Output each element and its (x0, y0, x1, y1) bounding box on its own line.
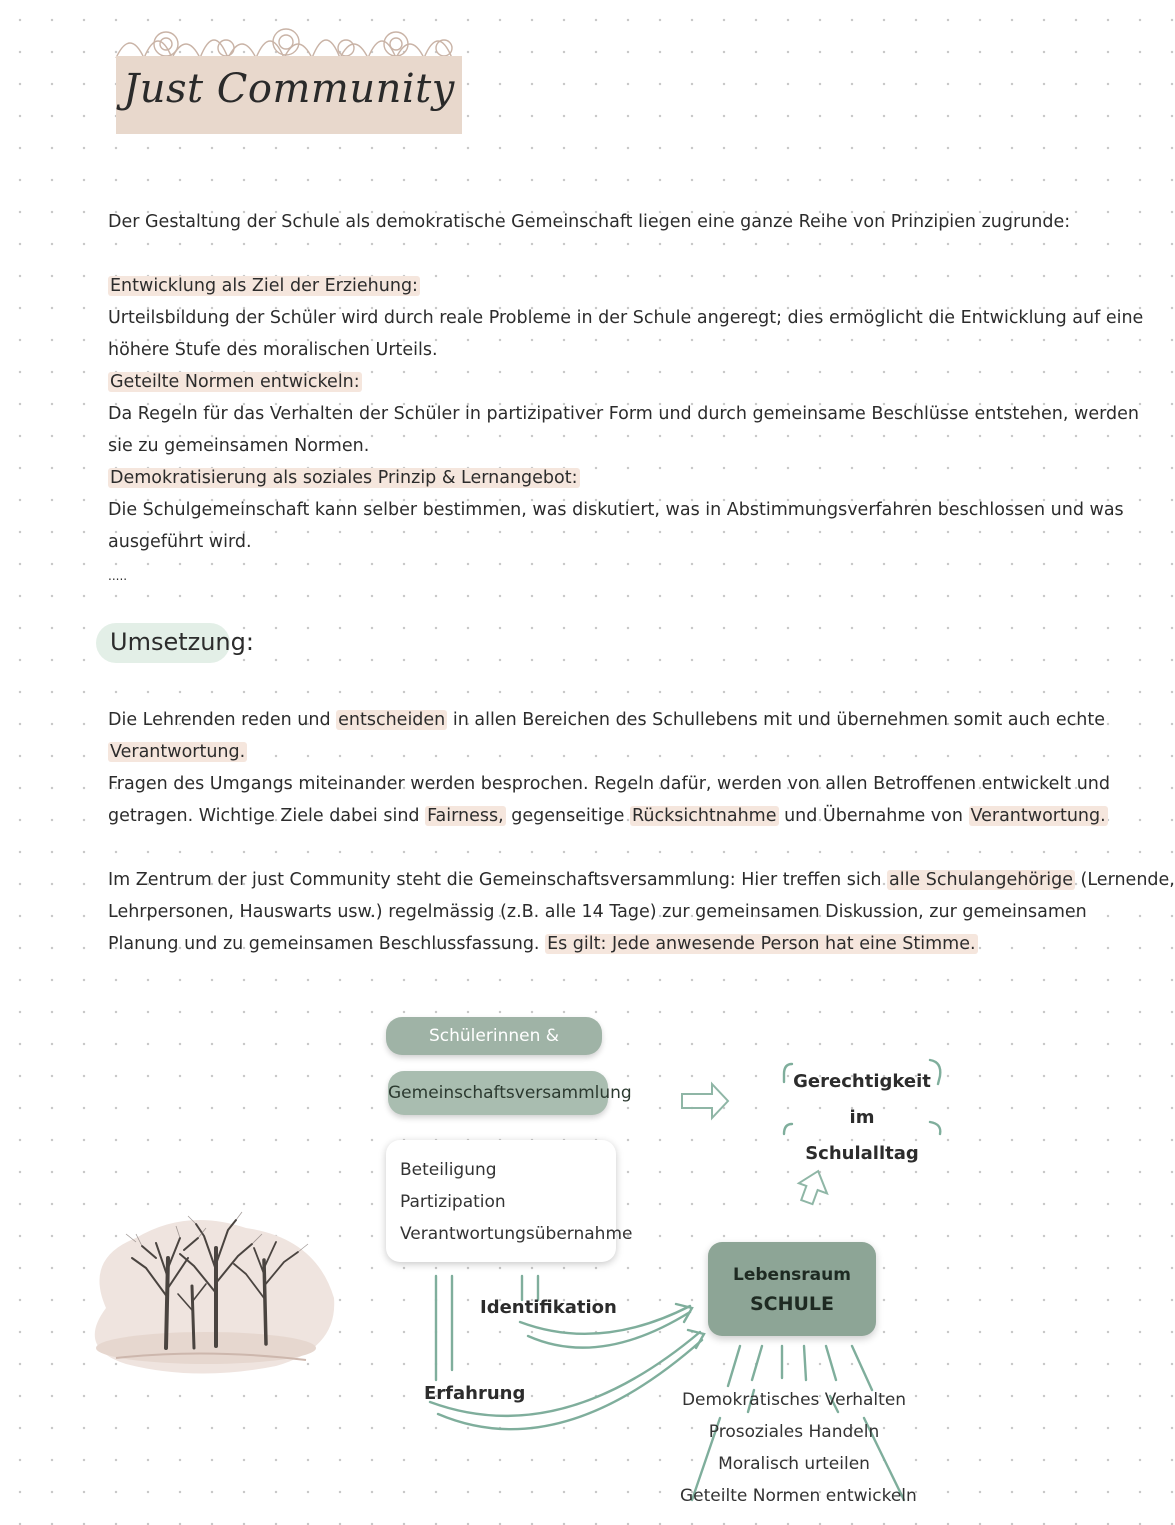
page-title: Just Community (123, 66, 455, 112)
paragraph-line: Verantwortung. (110, 742, 246, 762)
ellipsis: ..... (108, 569, 128, 583)
assembly-pill: Gemeinschaftsversammlung (388, 1071, 608, 1115)
outcome-item: Moralisch urteilen (718, 1454, 870, 1474)
identification-label: Identifikation (480, 1297, 617, 1318)
aspect-item: Verantwortungsübernahme (400, 1224, 633, 1244)
principle-heading: Demokratisierung als soziales Prinzip & Lernangebot: (110, 468, 578, 488)
principle-text: Da Regeln für das Verhalten der Schüler in partizipativer Form und durch gemeinsame Beschlüsse entstehen, werden (108, 404, 1139, 424)
experience-label: Erfahrung (424, 1383, 526, 1404)
principle-text: ausgeführt wird. (108, 532, 252, 552)
principle-text: Urteilsbildung der Schüler wird durch reale Probleme in der Schule angeregt; dies ermöglicht die Entwicklung auf eine (108, 308, 1144, 328)
title-banner (116, 56, 462, 134)
paragraph-line: Planung und zu gemeinsamen Beschlussfassung. Es gilt: Jede anwesende Person hat eine Stimme. (108, 934, 976, 954)
paragraph-line: Lehrpersonen, Hauswarts usw.) regelmässig (z.B. alle 14 Tage) zur gemeinsamen Diskussion, zur gemeinsamen (108, 902, 1087, 922)
aspect-item: Partizipation (400, 1192, 506, 1212)
paragraph-line: Fragen des Umgangs miteinander werden besprochen. Regeln dafür, werden von allen Betroffenen entwickelt und (108, 774, 1110, 794)
center-node: Lebensraum SCHULE (708, 1242, 876, 1336)
participants-pill: Schülerinnen & (386, 1017, 602, 1055)
principle-text: höhere Stufe des moralischen Urteils. (108, 340, 438, 360)
principle-text: sie zu gemeinsamen Normen. (108, 436, 370, 456)
principle-text: Die Schulgemeinschaft kann selber bestimmen, was diskutiert, was in Abstimmungsverfahren beschlossen und was (108, 500, 1124, 520)
goal-text: Gerechtigkeit im Schulalltag (793, 1071, 931, 1164)
aspect-item: Beteiligung (400, 1160, 497, 1180)
winter-trees-image (76, 1198, 338, 1382)
paragraph-line: getragen. Wichtige Ziele dabei sind Fairness, gegenseitige Rücksichtnahme und Übernahme von Verantwortung. (108, 806, 1106, 826)
intro-text: Der Gestaltung der Schule als demokratische Gemeinschaft liegen eine ganze Reihe von Prinzipien zugrunde: (108, 212, 1071, 232)
aspects-box (386, 1140, 633, 1262)
paragraph-line: Im Zentrum der just Community steht die Gemeinschaftsversammlung: Hier treffen sich alle Schulangehörige (Lernende, (108, 870, 1175, 890)
paragraph-line: Die Lehrenden reden und entscheiden in allen Bereichen des Schullebens mit und übernehmen somit auch echte (108, 710, 1105, 730)
principle-heading: Geteilte Normen entwickeln: (110, 372, 360, 392)
principle-heading: Entwicklung als Ziel der Erziehung: (110, 276, 418, 296)
outcome-item: Geteilte Normen entwickeln (680, 1486, 917, 1506)
outcome-item: Prosoziales Handeln (708, 1422, 880, 1442)
outcome-item: Demokratisches Verhalten (681, 1390, 907, 1410)
section-title: Umsetzung: (110, 628, 254, 656)
